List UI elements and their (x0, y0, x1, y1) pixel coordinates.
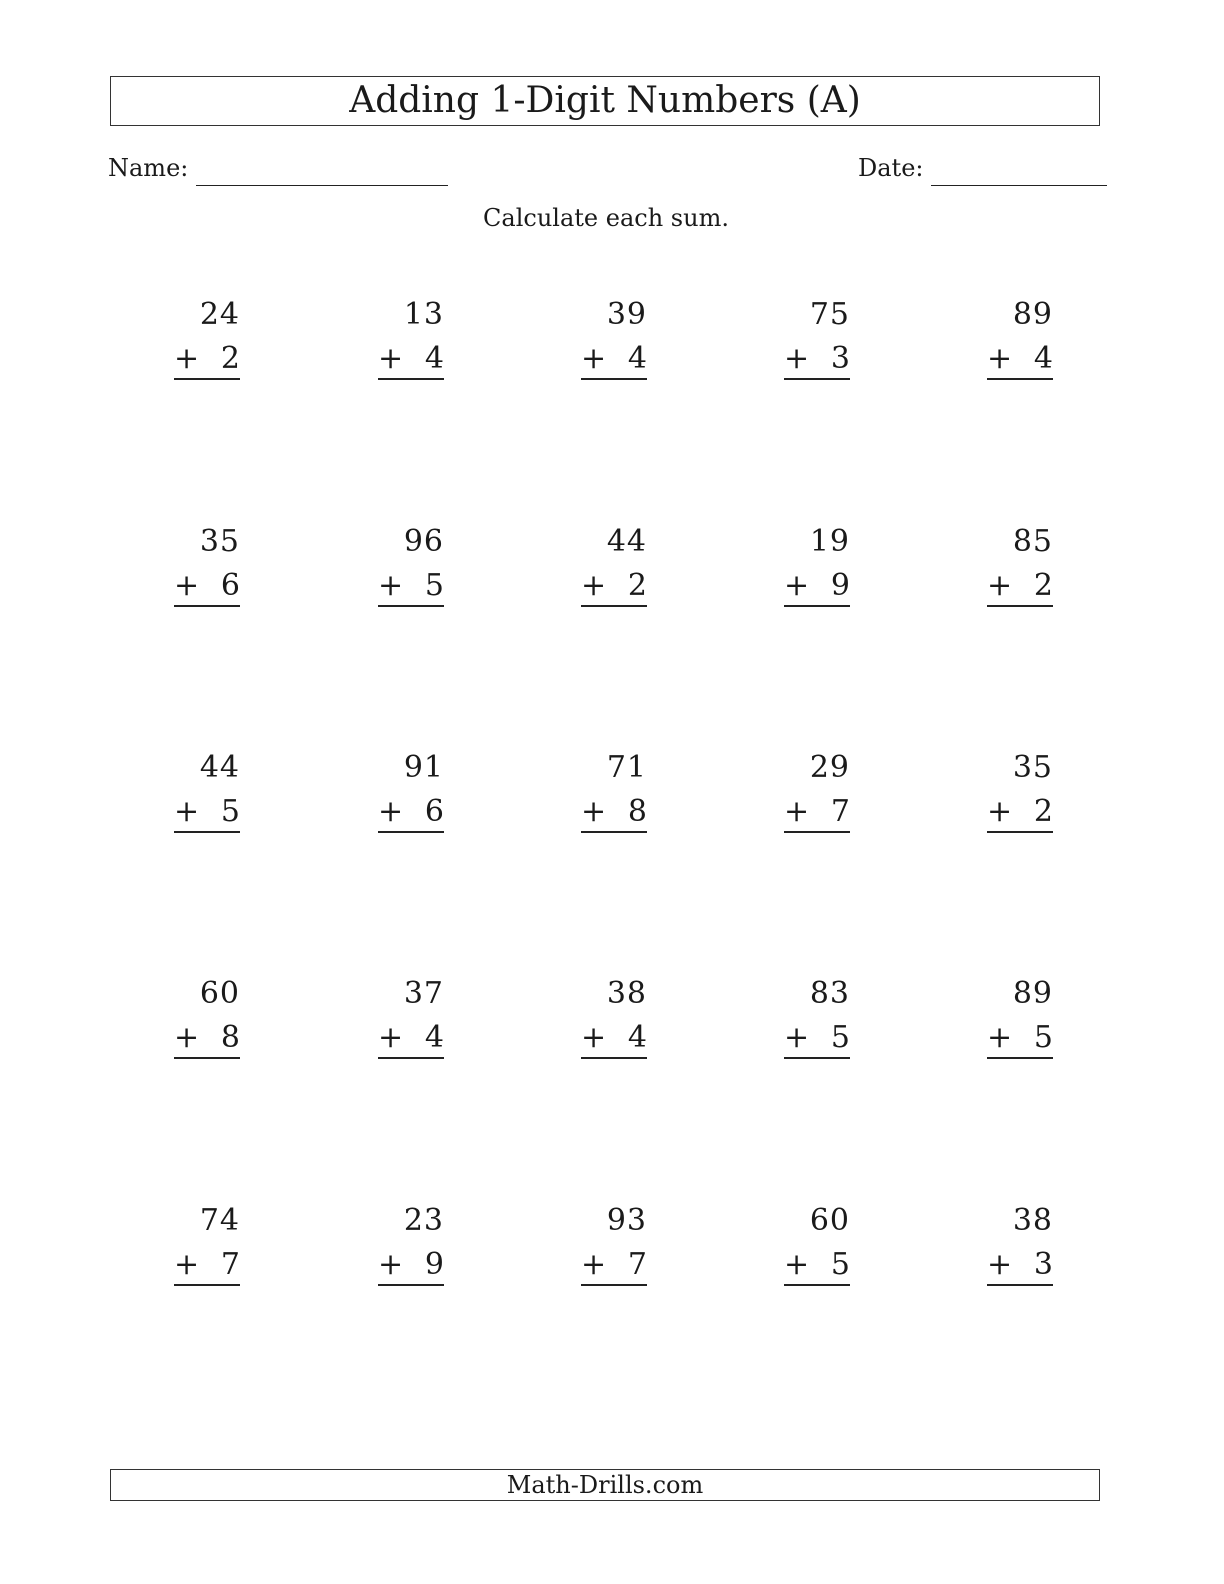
plus-sign: + (378, 1020, 404, 1055)
top-number: 44 (199, 750, 240, 785)
bottom-row (784, 568, 850, 607)
plus-sign: + (784, 794, 810, 829)
bottom-row (378, 341, 444, 380)
bottom-row (987, 1020, 1053, 1059)
bottom-number: 8 (627, 794, 647, 829)
bottom-row (581, 794, 647, 833)
plus-sign: + (784, 1247, 810, 1282)
bottom-row (784, 1020, 850, 1059)
plus-sign: + (174, 794, 200, 829)
bottom-row (378, 1020, 444, 1059)
plus-sign: + (987, 568, 1013, 603)
plus-sign: + (987, 341, 1013, 376)
bottom-row (581, 568, 647, 607)
bottom-row (784, 1247, 850, 1286)
top-number: 24 (199, 297, 240, 332)
bottom-row (581, 1247, 647, 1286)
bottom-number: 3 (830, 341, 850, 376)
bottom-number: 4 (424, 1020, 444, 1055)
bottom-row (784, 341, 850, 380)
bottom-row (581, 1020, 647, 1059)
bottom-row (987, 1247, 1053, 1286)
bottom-row (174, 1020, 240, 1059)
top-number: 13 (403, 297, 444, 332)
bottom-number: 4 (1033, 341, 1053, 376)
top-number: 91 (403, 750, 444, 785)
bottom-row (378, 794, 444, 833)
bottom-row (581, 341, 647, 380)
plus-sign: + (378, 794, 404, 829)
bottom-row (987, 794, 1053, 833)
date-label: Date: (858, 154, 924, 182)
bottom-number: 6 (220, 568, 240, 603)
plus-sign: + (784, 1020, 810, 1055)
bottom-row (987, 341, 1053, 380)
plus-sign: + (581, 341, 607, 376)
footer-box (110, 1469, 1100, 1501)
top-number: 38 (1012, 1203, 1053, 1238)
bottom-number: 4 (627, 341, 647, 376)
bottom-number: 4 (424, 341, 444, 376)
bottom-row (174, 568, 240, 607)
bottom-row (378, 1247, 444, 1286)
bottom-number: 8 (220, 1020, 240, 1055)
bottom-number: 7 (830, 794, 850, 829)
top-number: 35 (199, 524, 240, 559)
bottom-number: 7 (627, 1247, 647, 1282)
top-number: 75 (809, 297, 850, 332)
bottom-number: 2 (220, 341, 240, 376)
bottom-number: 4 (627, 1020, 647, 1055)
plus-sign: + (987, 794, 1013, 829)
name-blank-line[interactable] (196, 155, 448, 186)
bottom-number: 5 (1033, 1020, 1053, 1055)
plus-sign: + (581, 1020, 607, 1055)
bottom-number: 5 (220, 794, 240, 829)
date-field (858, 146, 1107, 186)
plus-sign: + (174, 568, 200, 603)
top-number: 93 (606, 1203, 647, 1238)
top-number: 19 (809, 524, 850, 559)
name-label: Name: (108, 154, 189, 182)
date-blank-line[interactable] (931, 155, 1107, 186)
plus-sign: + (174, 1020, 200, 1055)
top-number: 71 (606, 750, 647, 785)
top-number: 29 (809, 750, 850, 785)
top-number: 38 (606, 976, 647, 1011)
bottom-number: 6 (424, 794, 444, 829)
plus-sign: + (987, 1020, 1013, 1055)
bottom-row (174, 794, 240, 833)
name-field (108, 146, 448, 186)
top-number: 89 (1012, 976, 1053, 1011)
bottom-row (174, 341, 240, 380)
bottom-number: 5 (830, 1020, 850, 1055)
top-number: 39 (606, 297, 647, 332)
plus-sign: + (174, 1247, 200, 1282)
top-number: 85 (1012, 524, 1053, 559)
bottom-number: 2 (1033, 568, 1053, 603)
bottom-number: 5 (424, 568, 444, 603)
top-number: 60 (199, 976, 240, 1011)
bottom-number: 7 (220, 1247, 240, 1282)
top-number: 35 (1012, 750, 1053, 785)
plus-sign: + (581, 794, 607, 829)
bottom-number: 2 (627, 568, 647, 603)
plus-sign: + (581, 568, 607, 603)
plus-sign: + (378, 341, 404, 376)
title-box (110, 76, 1100, 126)
plus-sign: + (784, 568, 810, 603)
bottom-number: 3 (1033, 1247, 1053, 1282)
top-number: 44 (606, 524, 647, 559)
top-number: 60 (809, 1203, 850, 1238)
bottom-row (378, 568, 444, 607)
bottom-row (987, 568, 1053, 607)
bottom-number: 2 (1033, 794, 1053, 829)
top-number: 74 (199, 1203, 240, 1238)
top-number: 37 (403, 976, 444, 1011)
instructions: Calculate each sum. (483, 204, 729, 232)
worksheet-title: Adding 1-Digit Numbers (A) (349, 80, 861, 121)
plus-sign: + (378, 568, 404, 603)
bottom-row (784, 794, 850, 833)
footer-text: Math-Drills.com (506, 1471, 704, 1499)
plus-sign: + (378, 1247, 404, 1282)
bottom-number: 5 (830, 1247, 850, 1282)
plus-sign: + (987, 1247, 1013, 1282)
plus-sign: + (174, 341, 200, 376)
bottom-row (174, 1247, 240, 1286)
bottom-number: 9 (424, 1247, 444, 1282)
top-number: 89 (1012, 297, 1053, 332)
plus-sign: + (581, 1247, 607, 1282)
top-number: 96 (403, 524, 444, 559)
bottom-number: 9 (830, 568, 850, 603)
top-number: 83 (809, 976, 850, 1011)
top-number: 23 (403, 1203, 444, 1238)
plus-sign: + (784, 341, 810, 376)
